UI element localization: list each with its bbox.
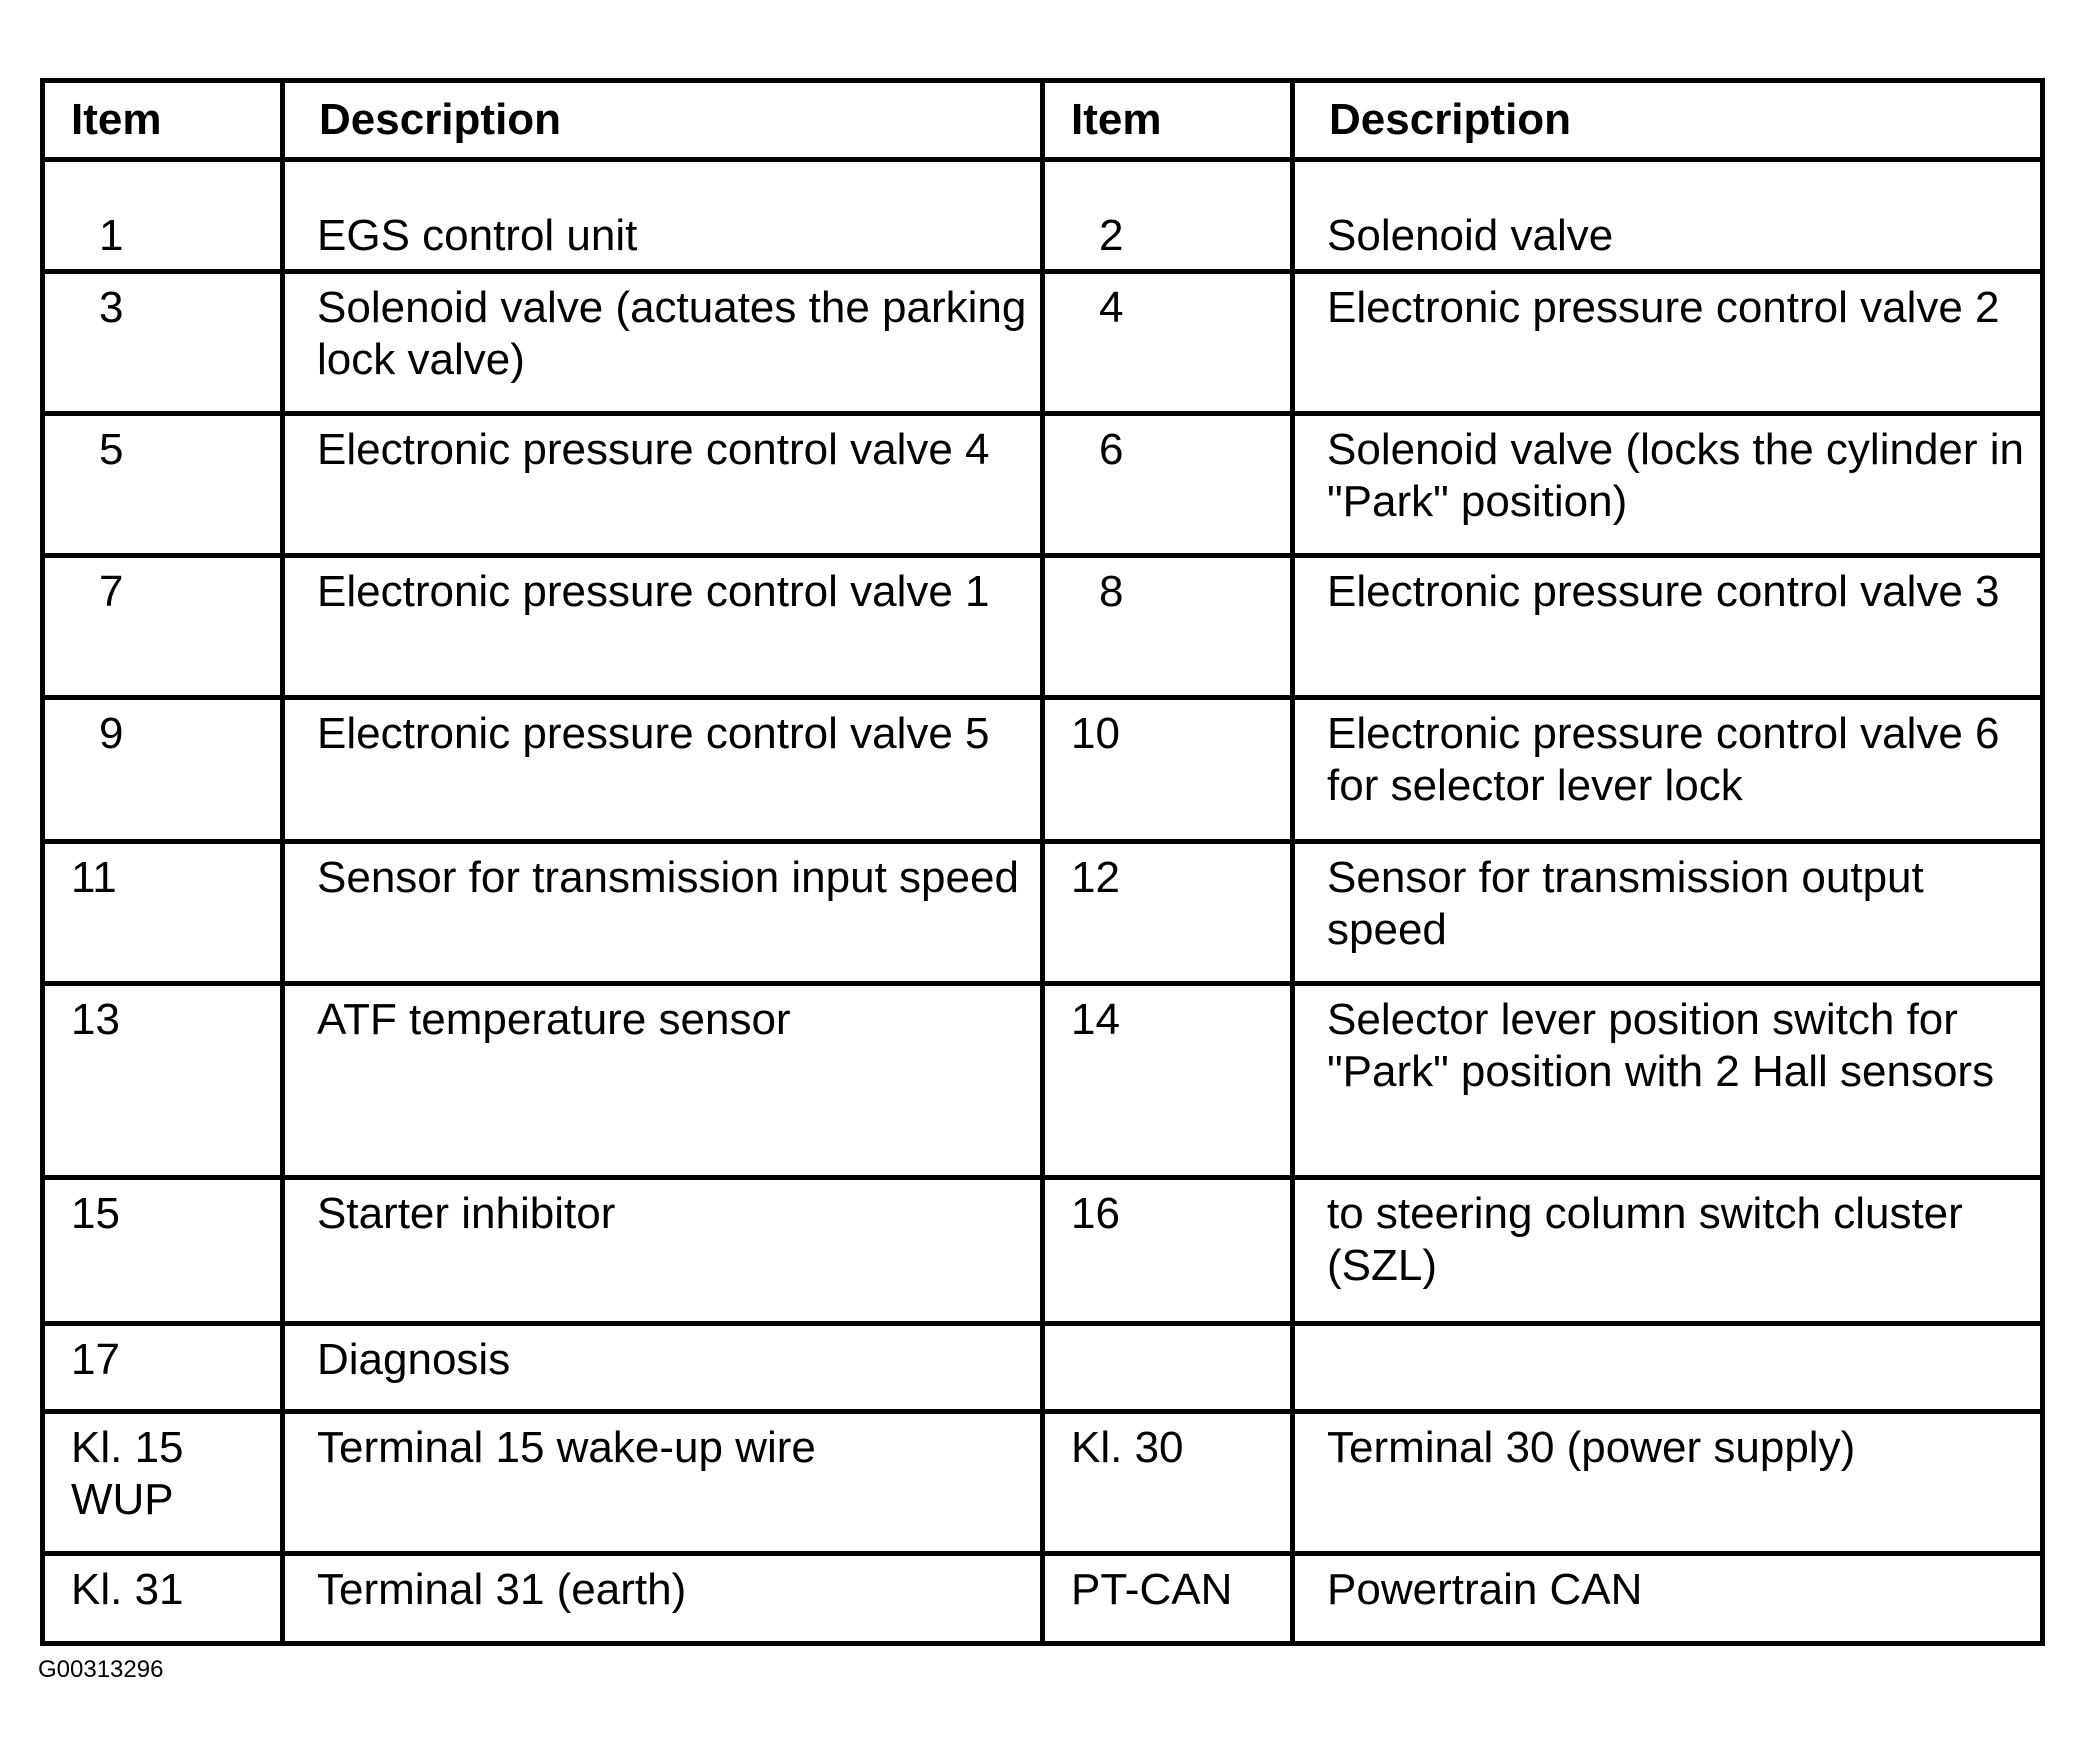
item-number: 2: [1043, 160, 1293, 272]
item-number: 3: [43, 272, 283, 414]
table-row: [43, 1324, 2043, 1412]
table-row: [43, 414, 2043, 556]
item-number: [1043, 1324, 1293, 1412]
item-number: 4: [1043, 272, 1293, 414]
table-row: [43, 556, 2043, 698]
item-number: 13: [43, 984, 283, 1178]
item-description: Sensor for transmission input speed: [283, 842, 1043, 984]
item-description: Terminal 31 (earth): [283, 1554, 1043, 1644]
item-description: Starter inhibitor: [283, 1178, 1043, 1324]
table-row: [43, 1554, 2043, 1644]
item-description: Diagnosis: [283, 1324, 1043, 1412]
item-description: Electronic pressure control valve 1: [283, 556, 1043, 698]
item-description: Powertrain CAN: [1293, 1554, 2043, 1644]
item-description: Sensor for transmission output speed: [1293, 842, 2043, 984]
item-number: 11: [43, 842, 283, 984]
table-row: [43, 1412, 2043, 1554]
item-number: 17: [43, 1324, 283, 1412]
item-number: Kl. 15 WUP: [43, 1412, 283, 1554]
item-description: [1293, 1324, 2043, 1412]
item-number: 10: [1043, 698, 1293, 842]
item-number: 5: [43, 414, 283, 556]
table-row: [43, 698, 2043, 842]
item-number: 8: [1043, 556, 1293, 698]
header-description-left: Description: [283, 81, 1043, 160]
item-description: Electronic pressure control valve 5: [283, 698, 1043, 842]
item-description: Electronic pressure control valve 6 for selector lever lock: [1293, 698, 2043, 842]
item-description: Terminal 15 wake-up wire: [283, 1412, 1043, 1554]
item-description: EGS control unit: [283, 160, 1043, 272]
item-number: 15: [43, 1178, 283, 1324]
item-description: to steering column switch cluster (SZL): [1293, 1178, 2043, 1324]
header-item-left: Item: [43, 81, 283, 160]
item-description: Terminal 30 (power supply): [1293, 1412, 2043, 1554]
item-number: 12: [1043, 842, 1293, 984]
table-row: [43, 984, 2043, 1178]
table-row: [43, 842, 2043, 984]
figure-code: G00313296: [38, 1656, 164, 1683]
item-description: Solenoid valve (locks the cylinder in "Park" position): [1293, 414, 2043, 556]
component-legend-table: [40, 78, 2045, 1646]
item-number: Kl. 31: [43, 1554, 283, 1644]
table-row: [43, 160, 2043, 272]
item-description: Electronic pressure control valve 4: [283, 414, 1043, 556]
item-description: Solenoid valve (actuates the parking lock valve): [283, 272, 1043, 414]
table-row: [43, 1178, 2043, 1324]
item-number: Kl. 30: [1043, 1412, 1293, 1554]
item-number: 7: [43, 556, 283, 698]
item-number: 14: [1043, 984, 1293, 1178]
item-description: Selector lever position switch for "Park" position with 2 Hall sensors: [1293, 984, 2043, 1178]
item-number: 16: [1043, 1178, 1293, 1324]
item-number: PT-CAN: [1043, 1554, 1293, 1644]
item-description: Electronic pressure control valve 2: [1293, 272, 2043, 414]
header-description-right: Description: [1293, 81, 2043, 160]
item-description: Solenoid valve: [1293, 160, 2043, 272]
item-description: ATF temperature sensor: [283, 984, 1043, 1178]
item-number: 1: [43, 160, 283, 272]
table-row: [43, 272, 2043, 414]
header-item-right: Item: [1043, 81, 1293, 160]
item-number: 9: [43, 698, 283, 842]
item-number: 6: [1043, 414, 1293, 556]
header-row: [43, 81, 2043, 160]
item-description: Electronic pressure control valve 3: [1293, 556, 2043, 698]
